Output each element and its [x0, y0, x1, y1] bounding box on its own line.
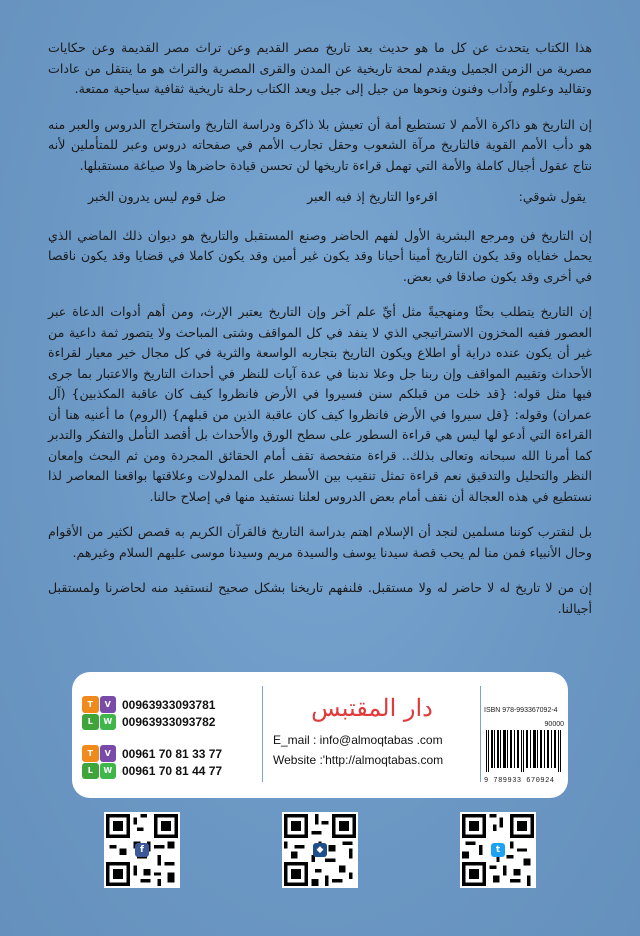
facebook-icon: f [135, 843, 149, 857]
back-cover-text [48, 38, 592, 634]
barcode-digits: 9 789933 670924 [484, 777, 555, 785]
line-icon: L [82, 763, 99, 780]
poem-hemistich-1: اقرءوا التاريخ إذ فيه العبر [307, 189, 438, 204]
qr-code-facebook[interactable] [104, 812, 180, 888]
paragraph-closing: إن من لا تاريخ له لا حاضر له ولا مستقبل. فلنفهم تاريخنا بشكل صحيح لنستفيد منه لحاضرنا ولمستقبل أجيالنا. [48, 580, 592, 616]
phone-number[interactable]: 00961 70 81 33 77 [122, 747, 223, 761]
telegram-icon: T [82, 745, 99, 762]
phone-list [122, 697, 215, 731]
divider [262, 686, 263, 782]
paragraph-history-memory: إن التاريخ هو ذاكرة الأمم لا تستطيع أمة أن تعيش بلا ذاكرة ودراسة التاريخ واستخراج الدروس والعبر منه هو دأب الأمم القوية فالتاريخ مرآة الشعوب وحقل تجارب الأمم في صفحاته دروس وعبر للمتأملين لأنه نتاج عقول أجيال كاملة والأمة التي تهمل قراءة تاريخها لن تحسن قيادة حاضرها ولا صياغة مستقبلها. [48, 116, 592, 173]
publisher-info-panel [72, 672, 568, 798]
paragraph-history-method: إن التاريخ يتطلب بحثًا ومنهجيةً مثل أيِّ علم آخر وإن التاريخ يعتبر الإرث، ومن أهم أدوات الدعاة عبر العصور ففيه المخزون الاستراتيجي الذي لا ينفد في كل المواقف وشتى المباحث ولا يتصور ثمة داعية من غير أن يكون عنده دراية أو اطلاع ويكون التاريخ بتجاربه الواسعة والثرية في كل مجال خير معيار لقراءة الأحداث وتقييم المواقف وإن ربنا جل وعلا ندبنا في عدة آيات للنظر في أحداث التاريخ والاعتبار بما جرى فيها مثل قوله: {قد خلت من قبلكم سنن فسيروا في الأرض فانظروا كيف كان عاقبة المكذبين} (آل عمران) وقوله: {قل سيروا في الأرض فانظروا كيف كان عاقبة الذين من قبلهم} (الروم) ما أعنيه هنا أن القراءة التي أدعو لها ليس هي قراءة السطور على سطح الورق والأحداث بل أقصد التأمل والتفكر والتدبر كما أمرنا الله سبحانه وتعالى بذلك.. قراءة متفحصة تقف أمام الحقائق المجردة ومن ثم البحث وإمعان النظر والتحليل والتدقيق نعم قراءة تمثل تنقيب بين الأسطر على المدلولات وعلاقتها بواقعنا المعاصر لذا نستطيع في هذه العجالة أن نقف أمام بعض الدروس لعلنا نستفيد منها في إصلاح حالنا. [48, 304, 592, 504]
publisher-logo: دار المقتبس [311, 694, 433, 722]
viber-icon: V [100, 745, 117, 762]
viber-icon: V [100, 696, 117, 713]
poem-intro: يقول شوقي: [518, 189, 586, 204]
whatsapp-icon: W [100, 714, 117, 731]
website-link[interactable]: Website :'http://almoqtabas.com [273, 753, 444, 767]
paragraph-history-art: إن التاريخ فن ومرجع البشرية الأول لفهم الحاضر وصنع المستقبل والتاريخ هو ديوان ذلك الماضي الذي يحمل خفاياه وقد يكون التاريخ أمينا أحيانا وقد يكون غير أمين وقد يكون كاملا في قضايا وقد يكون ناقصا في أخرى وقد يكون صادقا في بعض. [48, 227, 592, 284]
phone-list [122, 746, 222, 780]
twitter-icon: t [491, 843, 505, 857]
poem-verse [88, 187, 586, 208]
phone-group-syria [82, 696, 257, 730]
email-link[interactable]: E_mail : info@almoqtabas .com [273, 733, 443, 747]
phone-number[interactable]: 00963933093782 [122, 715, 216, 729]
divider [480, 686, 481, 782]
telegram-icon: T [82, 696, 99, 713]
price-code: 90000 [544, 721, 564, 728]
website-icon: ◆ [313, 843, 327, 857]
phone-number[interactable]: 00963933093781 [122, 698, 216, 712]
isbn-label: ISBN 978-993367092-4 [484, 707, 558, 714]
qr-code-website[interactable] [282, 812, 358, 888]
paragraph-islam: بل لنقترب كوننا مسلمين لنجد أن الإسلام اهتم بدراسة التاريخ فالقرآن الكريم به قصص لكثير من الأقوام وحال الأنبياء فمن منا لم يحب قصة سيدنا يوسف والسيدة مريم وسيدنا موسى عليهم السلام وغيرهم. [48, 524, 592, 560]
phone-group-lebanon [82, 745, 257, 779]
messenger-icons [82, 696, 116, 730]
whatsapp-icon: W [100, 763, 117, 780]
barcode [484, 730, 564, 772]
publisher-block [267, 694, 477, 770]
poem-hemistich-2: ضل قوم ليس يدرون الخبر [88, 189, 227, 204]
publisher-contact [267, 730, 477, 770]
paragraph-intro: هذا الكتاب يتحدث عن كل ما هو حديث بعد تاريخ مصر القديم وعن تراث مصر القديمة وعن حكايات مصرية من الزمن الجميل ويقدم لمحة تاريخية عن المدن والقرى المصرية والتراث هو ما ينتقل من عادات وتقاليد وعلوم وآداب وفنون ونحوها من جيل إلى جيل ويعد الكتاب رحلة تاريخية ثقافية سياحية ممتعة. [48, 40, 592, 96]
messenger-icons [82, 745, 116, 779]
isbn-block [484, 706, 564, 785]
qr-code-twitter[interactable] [460, 812, 536, 888]
phone-number[interactable]: 00961 70 81 44 77 [122, 764, 223, 778]
line-icon: L [82, 714, 99, 731]
phone-numbers [82, 696, 257, 794]
